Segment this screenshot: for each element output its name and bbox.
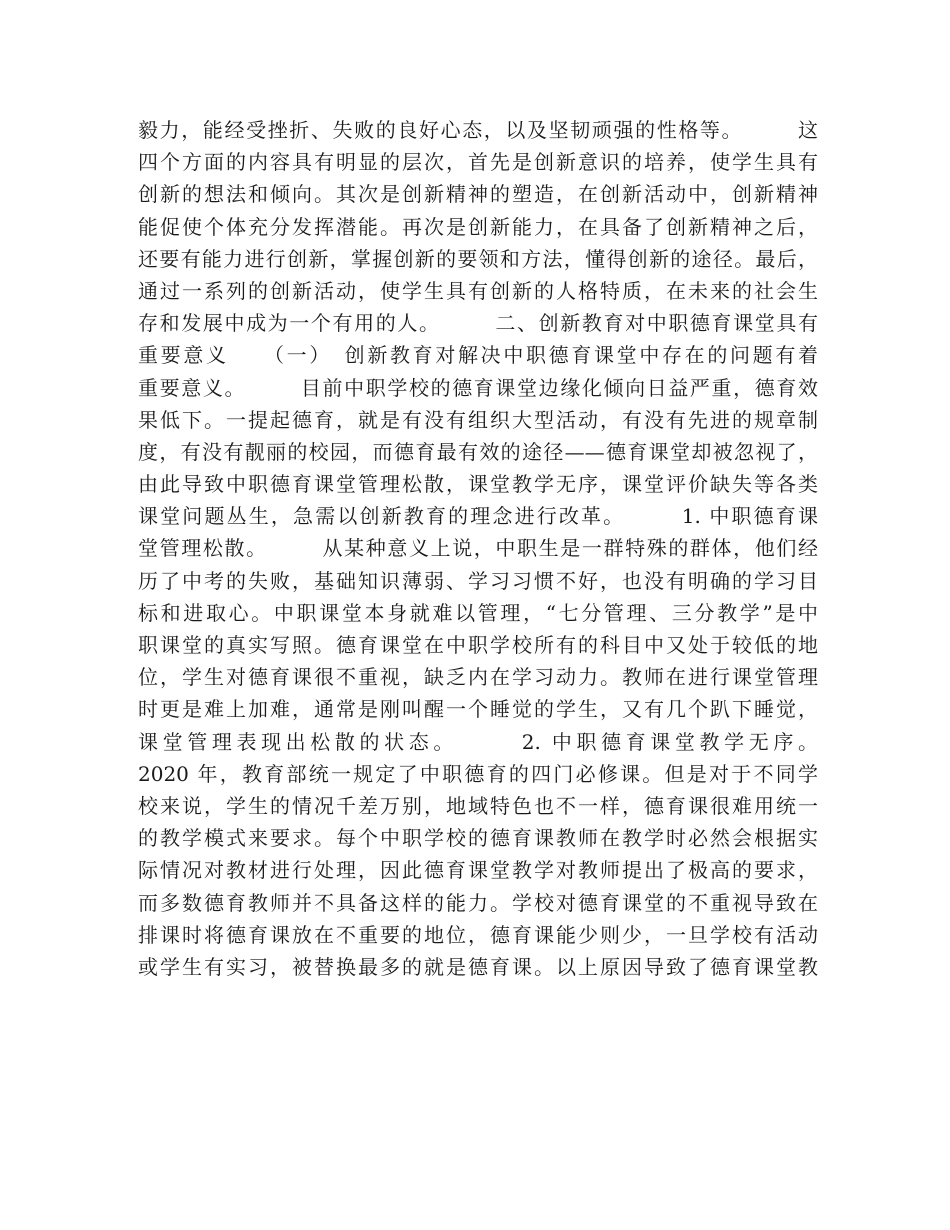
text-line: 而多数德育教师并不具备这样的能力。学校对德育课堂的不重视导致在 <box>138 890 818 915</box>
text-line: 排课时将德育课放在不重要的地位，德育课能少则少，一旦学校有活动 <box>138 922 818 947</box>
text-line: 度，有没有靓丽的校园，而德育最有效的途径——德育课堂却被忽视了， <box>138 439 818 464</box>
text-line: 创新的想法和倾向。其次是创新精神的塑造，在创新活动中，创新精神 <box>138 182 818 207</box>
text-line: 校来说，学生的情况千差万别，地域特色也不一样，德育课很难用统一 <box>138 793 818 818</box>
text-line: 历了中考的失败，基础知识薄弱、学习习惯不好，也没有明确的学习目 <box>138 568 818 593</box>
text-line: 课堂问题丛生，急需以创新教育的理念进行改革。 1. 中职德育课 <box>138 504 818 529</box>
text-line: 际情况对教材进行处理，因此德育课堂教学对教师提出了极高的要求， <box>138 858 818 883</box>
text-line: 毅力，能经受挫折、失败的良好心态，以及坚韧顽强的性格等。 这 <box>138 118 818 142</box>
text-line: 由此导致中职德育课堂管理松散，课堂教学无序，课堂评价缺失等各类 <box>138 472 818 497</box>
text-line: 2020 年，教育部统一规定了中职德育的四门必修课。但是对于不同学 <box>138 761 818 786</box>
text-line: 时更是难上加难，通常是刚叫醒一个睡觉的学生，又有几个趴下睡觉， <box>138 697 818 722</box>
text-line: 存和发展中成为一个有用的人。 二、创新教育对中职德育课堂具有 <box>138 311 818 336</box>
text-line: 课堂管理表现出松散的状态。 2. 中职德育课堂教学无序。 <box>138 729 818 754</box>
text-line: 能促使个体充分发挥潜能。再次是创新能力，在具备了创新精神之后， <box>138 214 818 239</box>
text-line: 或学生有实习，被替换最多的就是德育课。以上原因导致了德育课堂教 <box>138 954 818 979</box>
text-line: 标和进取心。中职课堂本身就难以管理，“七分管理、三分教学”是中 <box>138 600 818 625</box>
text-line: 重要意义 （一） 创新教育对解决中职德育课堂中存在的问题有着 <box>138 343 818 368</box>
text-line: 还要有能力进行创新，掌握创新的要领和方法，懂得创新的途径。最后， <box>138 246 818 271</box>
text-line: 位，学生对德育课很不重视，缺乏内在学习动力。教师在进行课堂管理 <box>138 665 818 690</box>
text-line: 堂管理松散。 从某种意义上说，中职生是一群特殊的群体，他们经 <box>138 536 818 561</box>
text-line: 重要意义。 目前中职学校的德育课堂边缘化倾向日益严重，德育效 <box>138 375 818 400</box>
text-line: 通过一系列的创新活动，使学生具有创新的人格特质，在未来的社会生 <box>138 278 818 303</box>
text-line: 的教学模式来要求。每个中职学校的德育课教师在教学时必然会根据实 <box>138 826 818 851</box>
text-line: 果低下。一提起德育，就是有没有组织大型活动，有没有先进的规章制 <box>138 407 818 432</box>
text-line: 职课堂的真实写照。德育课堂在中职学校所有的科目中又处于较低的地 <box>138 633 818 657</box>
text-line: 四个方面的内容具有明显的层次，首先是创新意识的培养，使学生具有 <box>138 150 818 175</box>
body-text <box>138 114 818 983</box>
